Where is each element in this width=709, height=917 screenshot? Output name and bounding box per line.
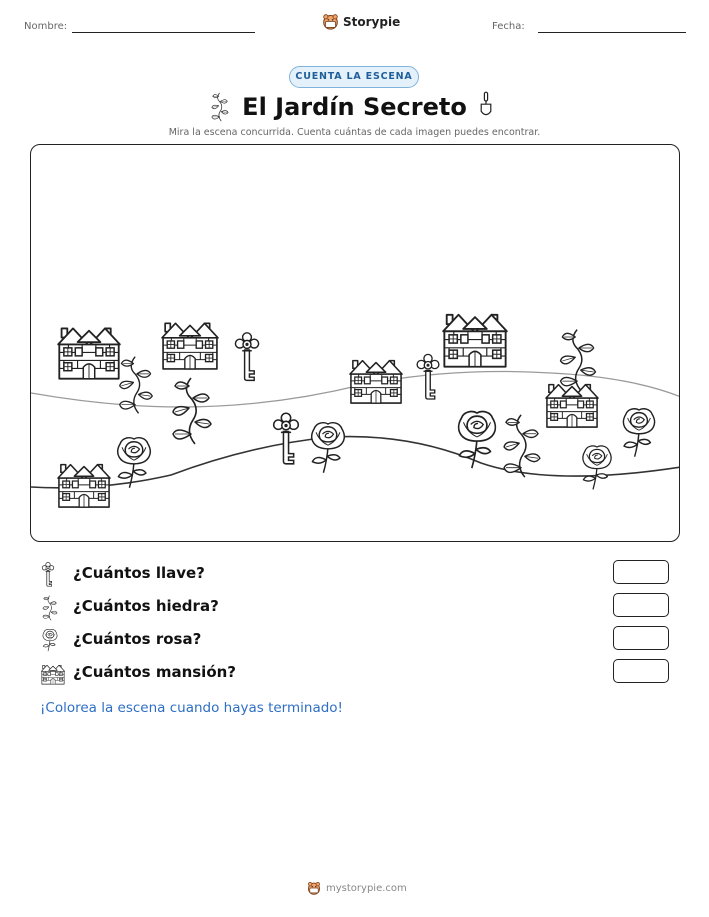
name-label: Nombre: (24, 21, 68, 32)
brand-logo (322, 13, 400, 30)
date-line[interactable] (538, 32, 686, 33)
mansion-icon (546, 385, 598, 427)
name-line[interactable] (72, 32, 255, 33)
question-label: ¿Cuántos mansión? (73, 663, 237, 681)
question-row-key (40, 562, 670, 586)
answer-box-rose[interactable] (613, 626, 669, 650)
rose-icon (623, 409, 654, 457)
brand-name: Storypie (343, 14, 401, 29)
mansion-icon (162, 323, 218, 369)
storypie-logo-icon (322, 13, 339, 30)
mansion-icon (58, 328, 120, 378)
page-title: El Jardín Secreto (242, 93, 467, 121)
answer-box-key[interactable] (613, 560, 669, 584)
key-icon (40, 562, 56, 588)
ivy-icon (120, 357, 153, 414)
scene-drawing (31, 145, 680, 542)
ivy-icon (561, 330, 596, 391)
question-label: ¿Cuántos llave? (73, 564, 205, 582)
ivy-icon (40, 595, 60, 621)
site-url: mystorypie.com (326, 882, 407, 894)
storypie-logo-icon (307, 881, 321, 895)
ivy-icon (173, 378, 211, 444)
rose-icon (583, 446, 611, 490)
key-icon (274, 413, 299, 464)
question-row-mansion (40, 661, 670, 685)
trowel-icon (478, 90, 494, 120)
date-label: Fecha: (492, 21, 525, 32)
question-label: ¿Cuántos rosa? (73, 630, 202, 648)
site-footer (307, 881, 407, 895)
scene-panel (30, 144, 680, 542)
activity-badge: CUENTA LA ESCENA (289, 66, 419, 88)
ivy-icon (504, 415, 540, 477)
question-row-rose (40, 628, 670, 652)
rose-icon (312, 423, 344, 473)
answer-box-mansion[interactable] (613, 659, 669, 683)
key-icon (235, 333, 258, 381)
rose-icon (40, 628, 60, 652)
instructions: Mira la escena concurrida. Cuenta cuántas de cada imagen puedes encontrar. (168, 127, 541, 138)
rose-icon (459, 412, 496, 469)
mansion-icon (40, 661, 66, 685)
answer-box-ivy[interactable] (613, 593, 669, 617)
mansion-icon (443, 315, 507, 367)
coloring-note: ¡Colorea la escena cuando hayas terminado! (40, 700, 343, 716)
key-icon (417, 354, 439, 399)
question-row-ivy (40, 595, 670, 619)
mansion-icon (58, 465, 110, 507)
question-label: ¿Cuántos hiedra? (73, 597, 219, 615)
mansion-icon (350, 361, 402, 403)
